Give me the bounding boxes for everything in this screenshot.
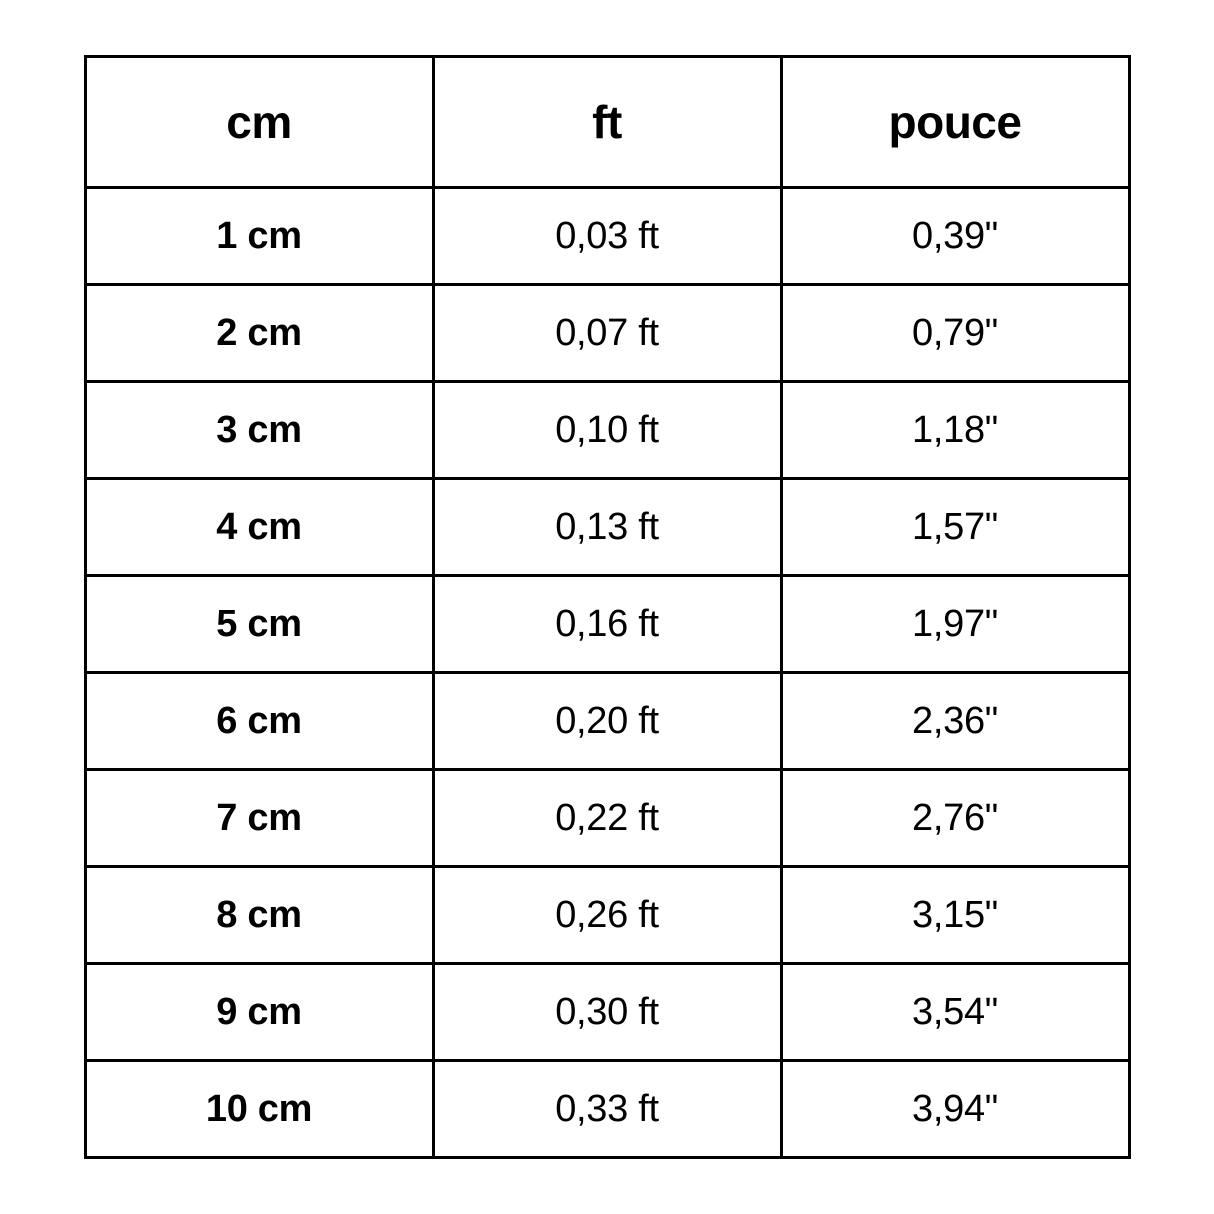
table-header-row — [85, 57, 1129, 188]
table-row — [85, 285, 1129, 382]
table-row — [85, 576, 1129, 673]
table-row — [85, 964, 1129, 1061]
cell-cm: 7 cm — [85, 770, 433, 867]
table-row — [85, 382, 1129, 479]
table-row — [85, 867, 1129, 964]
cell-pouce: 2,36" — [781, 673, 1129, 770]
table-header — [85, 57, 1129, 188]
cell-pouce: 1,18" — [781, 382, 1129, 479]
cell-cm: 4 cm — [85, 479, 433, 576]
cell-ft: 0,16 ft — [433, 576, 781, 673]
cell-cm: 8 cm — [85, 867, 433, 964]
cell-cm: 9 cm — [85, 964, 433, 1061]
column-header-cm: cm — [85, 57, 433, 188]
cell-cm: 10 cm — [85, 1061, 433, 1158]
cell-ft: 0,07 ft — [433, 285, 781, 382]
cell-pouce: 1,97" — [781, 576, 1129, 673]
cell-ft: 0,20 ft — [433, 673, 781, 770]
cell-cm: 6 cm — [85, 673, 433, 770]
cell-pouce: 3,15" — [781, 867, 1129, 964]
cell-pouce: 0,39" — [781, 188, 1129, 285]
cm-to-ft-inches-table — [84, 55, 1131, 1159]
column-header-ft: ft — [433, 57, 781, 188]
cell-ft: 0,30 ft — [433, 964, 781, 1061]
cell-cm: 5 cm — [85, 576, 433, 673]
table-row — [85, 188, 1129, 285]
table-row — [85, 1061, 1129, 1158]
cell-ft: 0,33 ft — [433, 1061, 781, 1158]
table-row — [85, 479, 1129, 576]
cell-ft: 0,22 ft — [433, 770, 781, 867]
cell-pouce: 3,94" — [781, 1061, 1129, 1158]
cell-ft: 0,13 ft — [433, 479, 781, 576]
column-header-pouce: pouce — [781, 57, 1129, 188]
cell-ft: 0,26 ft — [433, 867, 781, 964]
cell-ft: 0,10 ft — [433, 382, 781, 479]
table-row — [85, 673, 1129, 770]
cell-cm: 1 cm — [85, 188, 433, 285]
cell-ft: 0,03 ft — [433, 188, 781, 285]
cell-pouce: 3,54" — [781, 964, 1129, 1061]
table-row — [85, 770, 1129, 867]
cell-cm: 3 cm — [85, 382, 433, 479]
cell-cm: 2 cm — [85, 285, 433, 382]
cell-pouce: 1,57" — [781, 479, 1129, 576]
cell-pouce: 2,76" — [781, 770, 1129, 867]
cell-pouce: 0,79" — [781, 285, 1129, 382]
table-body — [85, 188, 1129, 1158]
